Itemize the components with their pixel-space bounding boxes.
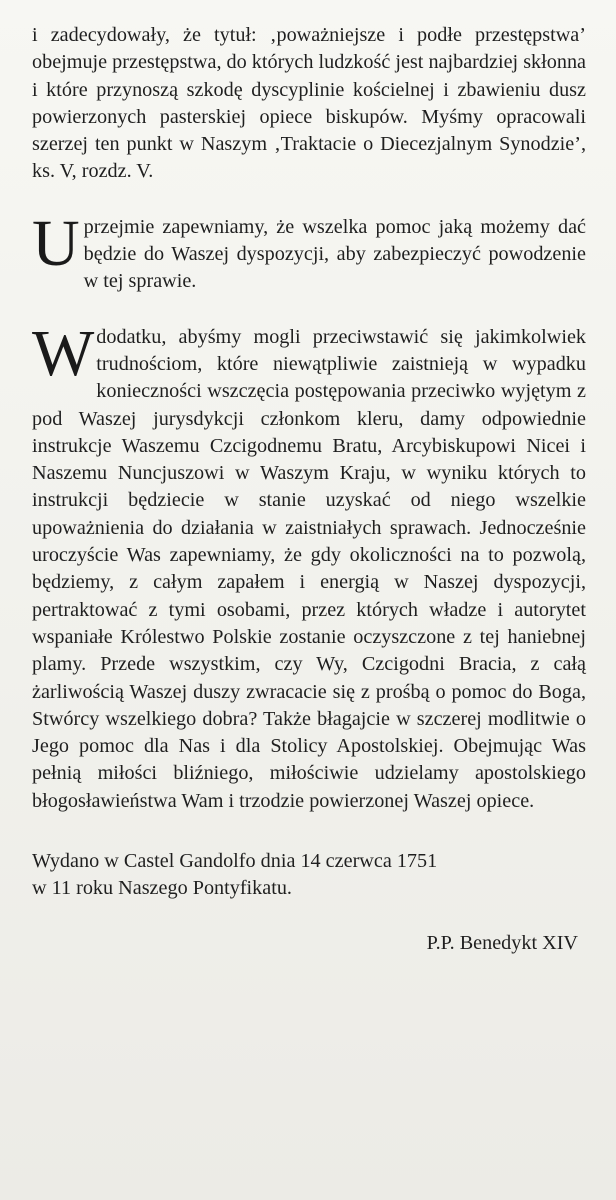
paragraph-2 <box>32 206 586 296</box>
dropcap-w: W <box>32 316 95 390</box>
paragraph-3 <box>32 316 586 815</box>
paragraph-1: i zadecydowały, że tytuł: ‚poważniejsze i podłe przestępstwa’ obejmuje przestępstwa, do których ludzkość jest najbardziej skłonna i które przynoszą szkodę dyscyplinie kościelnej i zbawieniu dusz powierzonych pasterskiej opiece biskupów. Myśmy opracowali szerzej ten punkt w Naszym ‚Traktacie o Diecezjalnym Synodzie’, ks. V, rozdz. V. <box>32 24 586 183</box>
closing-line-1: Wydano w Castel Gandolfo dnia 14 czerwca 1751 <box>32 850 438 873</box>
closing-line-2: w 11 roku Naszego Pontyfikatu. <box>32 877 292 900</box>
paragraph-3-text: dodatku, abyśmy mogli przeciwstawić się jakimkolwiek trudnościom, które niewątpliwie zaistnieją w wypadku konieczności wszczęcia postępowania przeciwko wyjętym z pod Waszej jurysdykcji członkom kleru, damy odpowiednie instrukcje Waszemu Czcigodnemu Bratu, Arcybiskupowi Nicei i Naszemu Nuncjuszowi w Waszym Kraju, w wyniku których to instrukcji będziecie w stanie uzyskać od niego wszelkie upoważnienia do działania w zaistniałych sprawach. Jednocześnie uroczyście Was zapewniamy, że gdy okoliczności na to pozwolą, będziemy, z całym zapałem i energią w Naszej dyspozycji, pertraktować z tymi osobami, przez których władze i autorytet wspaniałe Królestwo Polskie zostanie oczyszczone z tej haniebnej plamy. Przede wszystkim, czy Wy, Czcigodni Bracia, z całą żarliwością Waszej duszy zwracacie się z prośbą o pomoc do Boga, Stwórcy wszelkiego dobra? Także błagajcie w szczerej modlitwie o Jego pomoc dla Nas i dla Stolicy Apostolskiej. Obejmując Was pełnią miłości bliźniego, miłościwie udzielamy apostolskiego błogosławieństwa Wam i trzodzie powierzonej Waszej opiece. <box>32 325 586 812</box>
paragraph-2-text: przejmie zapewniamy, że wszelka pomoc jaką możemy dać będzie do Waszej dyspozycji, aby zabezpieczyć powodzenie w tej sprawie. <box>83 215 586 293</box>
dropcap-u: U <box>32 206 80 280</box>
signature: P.P. Benedykt XIV <box>426 931 578 954</box>
closing-date <box>32 848 586 903</box>
